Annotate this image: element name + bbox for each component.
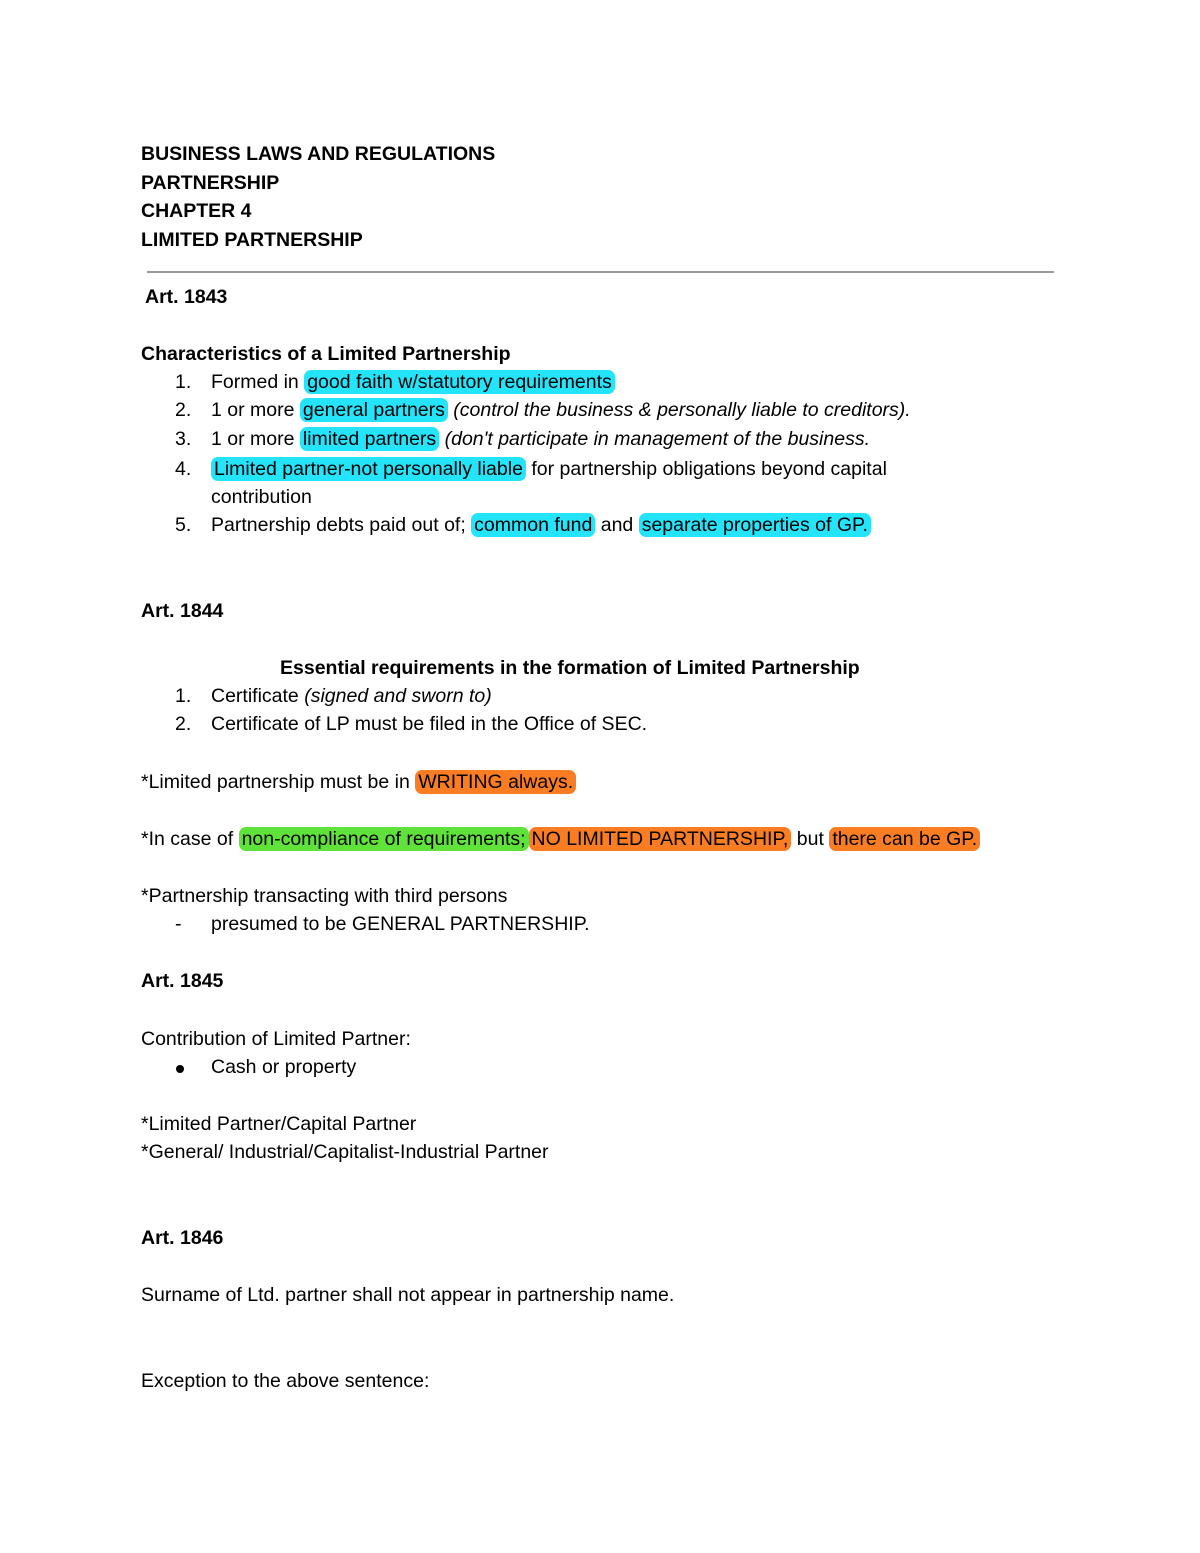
list-item-continuation: contribution bbox=[211, 486, 312, 508]
art-1845-title: Art. 1845 bbox=[141, 970, 224, 992]
highlight-cyan: separate properties of GP. bbox=[639, 513, 871, 537]
highlight-cyan: limited partners bbox=[300, 427, 439, 451]
highlight-cyan: good faith w/statutory requirements bbox=[304, 370, 615, 394]
art-1846-text: Surname of Ltd. partner shall not appear in partnership name. bbox=[141, 1284, 675, 1306]
highlight-cyan: general partners bbox=[300, 398, 448, 422]
art-1844-title: Art. 1844 bbox=[141, 600, 224, 622]
list-item: Limited partner-not personally liable for partnership obligations beyond capital bbox=[211, 456, 887, 482]
list-number: 2. bbox=[175, 399, 192, 421]
list-number: 2. bbox=[175, 713, 192, 735]
list-number: 1. bbox=[175, 371, 192, 393]
highlight-green: non-compliance of requirements; bbox=[239, 827, 529, 851]
note-sub-item: presumed to be GENERAL PARTNERSHIP. bbox=[211, 913, 590, 935]
art-1845-line1: *Limited Partner/Capital Partner bbox=[141, 1113, 417, 1135]
list-item: Certificate (signed and sworn to) bbox=[211, 685, 492, 707]
art-1843-heading: Characteristics of a Limited Partnership bbox=[141, 343, 511, 365]
highlight-cyan: common fund bbox=[471, 513, 595, 537]
doc-subject: PARTNERSHIP bbox=[141, 172, 280, 194]
note-noncompliance: *In case of non-compliance of requirements; NO LIMITED PARTNERSHIP, but there can be GP. bbox=[141, 826, 980, 852]
horizontal-rule bbox=[147, 271, 1054, 273]
highlight-orange: NO LIMITED PARTNERSHIP, bbox=[529, 827, 792, 851]
art-1846-exception: Exception to the above sentence: bbox=[141, 1370, 430, 1392]
list-item: 1 or more limited partners (don't participate in management of the business. bbox=[211, 428, 870, 450]
bullet-item: Cash or property bbox=[211, 1056, 357, 1078]
art-1845-intro: Contribution of Limited Partner: bbox=[141, 1028, 411, 1050]
art-1846-title: Art. 1846 bbox=[141, 1227, 224, 1249]
doc-chapter-title: LIMITED PARTNERSHIP bbox=[141, 229, 363, 251]
highlight-orange: there can be GP. bbox=[829, 827, 980, 851]
doc-title: BUSINESS LAWS AND REGULATIONS bbox=[141, 143, 496, 165]
art-1844-heading: Essential requirements in the formation of Limited Partnership bbox=[280, 657, 860, 679]
art-1843-title: Art. 1843 bbox=[145, 286, 228, 308]
dash-marker: - bbox=[175, 913, 182, 935]
list-number: 5. bbox=[175, 514, 192, 536]
list-number: 4. bbox=[175, 458, 192, 480]
list-item: 1 or more general partners (control the business & personally liable to creditors). bbox=[211, 399, 911, 421]
highlight-cyan: Limited partner-not personally liable bbox=[211, 457, 526, 481]
list-item: Partnership debts paid out of; common fund and separate properties of GP. bbox=[211, 512, 871, 538]
note-writing: *Limited partnership must be in WRITING always. bbox=[141, 769, 576, 795]
list-number: 3. bbox=[175, 428, 192, 450]
highlight-orange: WRITING always. bbox=[415, 770, 576, 794]
list-item: Certificate of LP must be filed in the Office of SEC. bbox=[211, 713, 648, 735]
doc-chapter: CHAPTER 4 bbox=[141, 200, 252, 222]
list-number: 1. bbox=[175, 685, 192, 707]
note-third-persons: *Partnership transacting with third persons bbox=[141, 885, 508, 907]
art-1845-line2: *General/ Industrial/Capitalist-Industrial Partner bbox=[141, 1141, 549, 1163]
bullet-icon bbox=[176, 1065, 184, 1073]
list-item: Formed in good faith w/statutory requirements bbox=[211, 369, 615, 395]
